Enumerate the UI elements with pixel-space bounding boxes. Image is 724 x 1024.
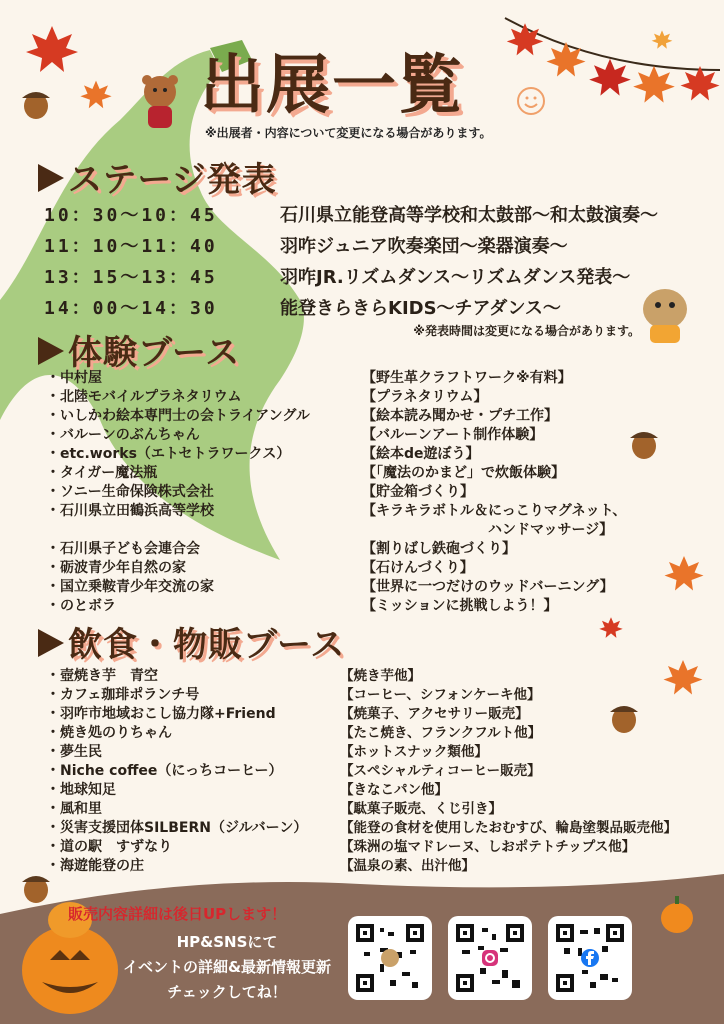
qr-code-icon [556,924,624,992]
list-item: ・ソニー生命保険株式会社 [46,484,214,500]
stage-note: ※発表時間は変更になる場合があります。 [413,324,640,338]
stage-act: 羽咋JR.リズムダンス〜リズムダンス発表〜 [280,267,631,288]
list-item: ・北陸モバイルプラネタリウム [46,389,242,405]
list-item: 【バルーンアート制作体験】 [362,427,544,443]
garland-leaf-icon [633,66,675,103]
list-item: ・地球知足 [46,782,116,798]
qr-code-instagram[interactable] [448,916,532,1000]
stage-row [44,201,658,227]
list-item: 【コーヒー、シフォンケーキ他】 [340,687,541,703]
list-item: 【割りばし鉄砲づくり】 [362,541,516,557]
list-item: ・羽咋市地域おこし協力隊+Friend [46,706,276,722]
triangle-bullet-icon [38,337,64,365]
list-item: 【絵本読み聞かせ・プチ工作】 [362,408,558,424]
list-item: 【石けんづくり】 [362,560,474,576]
list-item: ・焼き処のりちゃん [46,725,172,741]
acorn-icon [630,432,658,459]
list-item [46,521,310,540]
stage-row [44,232,568,258]
list-item: 【世界に一つだけのウッドバーニング】 [362,579,614,595]
list-item: ・壺焼き芋 青空 [46,668,158,684]
list-item: 【駄菓子販売、くじ引き】 [340,801,502,817]
list-item: ・石川県立田鶴浜高等学校 [46,503,214,519]
smiley-icon [518,88,544,114]
list-item: ・国立乗鞍青少年交流の家 [46,579,214,595]
garland-leaf-icon [507,23,543,55]
list-item: ・中村屋 [46,370,102,386]
list-item: 【能登の食材を使用したおむすび、輪島塗製品販売他】 [340,820,677,836]
list-item: 【キラキラボトル＆にっこりマグネット、 [362,503,627,519]
bear-mascot-icon [142,75,178,128]
list-item: 【焼き芋他】 [340,668,421,684]
experience-exhibitor-list [46,369,310,616]
list-item: ・のとボラ [46,598,116,614]
qr-code-icon [356,924,424,992]
stage-act: 石川県立能登高等学校和太鼓部〜和太鼓演奏〜 [280,205,658,226]
list-item: ・カフェ珈琲ポランチ号 [46,687,200,703]
sns-message-line: HP&SNSにて [176,933,278,951]
maple-leaf-icon [26,26,78,72]
list-item: ・夢生民 [46,744,102,760]
list-item: ・etc.works（エトセトラワークス） [46,446,291,462]
triangle-bullet-icon [38,629,64,657]
page-title: 出展一覧 [200,49,464,123]
list-item: ・道の駅 すずなり [46,839,173,855]
stage-time: 10：30〜10：45 [44,205,218,226]
list-item: 【ミッションに挑戦しよう！】 [362,598,558,614]
list-item: ・タイガー魔法瓶 [46,465,158,481]
garland-leaf-icon [547,42,586,77]
list-item: 【野生革クラフトワーク※有料】 [362,370,572,386]
title-note: ※出展者・内容について変更になる場合があります。 [205,126,492,140]
list-item: ・砺波青少年自然の家 [46,560,186,576]
pumpkin-icon [22,926,118,1014]
experience-heading-label: 体験ブース [68,333,241,373]
list-item: 【絵本de遊ぼう】 [362,446,480,462]
list-item: 【「魔法のかまど」で炊飯体験】 [362,465,565,481]
list-item: ・海遊能登の庄 [46,858,144,874]
stage-row [44,294,561,320]
list-item: ・Niche coffee（にっちコーヒー） [46,763,283,779]
maple-leaf-icon [665,556,704,591]
sns-message-line: チェックしてね！ [167,983,287,1001]
maple-leaf-icon [599,617,622,638]
list-item: 【たこ焼き、フランクフルト他】 [340,725,542,741]
list-item: ・石川県子ども会連合会 [46,541,200,557]
list-item: 【温泉の素、出汁他】 [340,858,475,874]
list-item: 【プラネタリウム】 [362,389,488,405]
food-content-list [340,667,677,876]
qr-code-icon [456,924,524,992]
list-item: ・バルーンのぶんちゃん [46,427,200,443]
list-item: 【ホットスナック類他】 [340,744,488,760]
list-item: ハンドマッサージ】 [362,522,614,538]
list-item: ・風和里 [46,801,102,817]
garland-leaf-icon [681,66,720,101]
sns-message-line: イベントの詳細&最新情報更新 [122,958,332,976]
list-item: ・災害支援団体SILBERN（ジルバーン） [46,820,308,836]
stage-time: 14：00〜14：30 [44,298,218,319]
list-item: 【スペシャルティコーヒー販売】 [340,763,541,779]
sns-message [122,930,332,1005]
mascot-character-icon [643,289,687,343]
stage-heading-label: ステージ発表 [68,160,277,200]
food-heading [38,617,345,666]
list-item: 【きなこパン他】 [340,782,448,798]
food-heading-label: 飲食・物販ブース [68,625,346,665]
maple-leaf-icon [652,30,673,48]
stage-time: 13：15〜13：45 [44,267,218,288]
stage-act: 能登きらきらKIDS〜チアダンス〜 [280,298,561,319]
sales-detail-note: 販売内容詳細は後日UPします！ [68,905,287,923]
qr-code-facebook[interactable] [548,916,632,1000]
stage-act: 羽咋ジュニア吹奏楽団〜楽器演奏〜 [280,236,568,257]
experience-heading [38,325,240,374]
stage-time: 11：10〜11：40 [44,236,218,257]
list-item: ・いしかわ絵本専門士の会トライアングル [46,408,310,424]
qr-code-homepage[interactable] [348,916,432,1000]
acorn-icon [22,92,50,119]
pumpkin-character-icon [661,896,693,933]
list-item: 【珠洲の塩マドレーヌ、しおポテトチップス他】 [340,839,636,855]
garland-leaf-icon [589,59,631,96]
triangle-bullet-icon [38,164,64,192]
maple-leaf-icon [80,81,111,109]
list-item: 【焼菓子、アクセサリー販売】 [340,706,529,722]
food-exhibitor-list [46,667,307,876]
stage-heading [38,152,277,201]
list-item: 【貯金箱づくり】 [362,484,474,500]
stage-row [44,263,630,289]
experience-content-list [362,369,626,616]
